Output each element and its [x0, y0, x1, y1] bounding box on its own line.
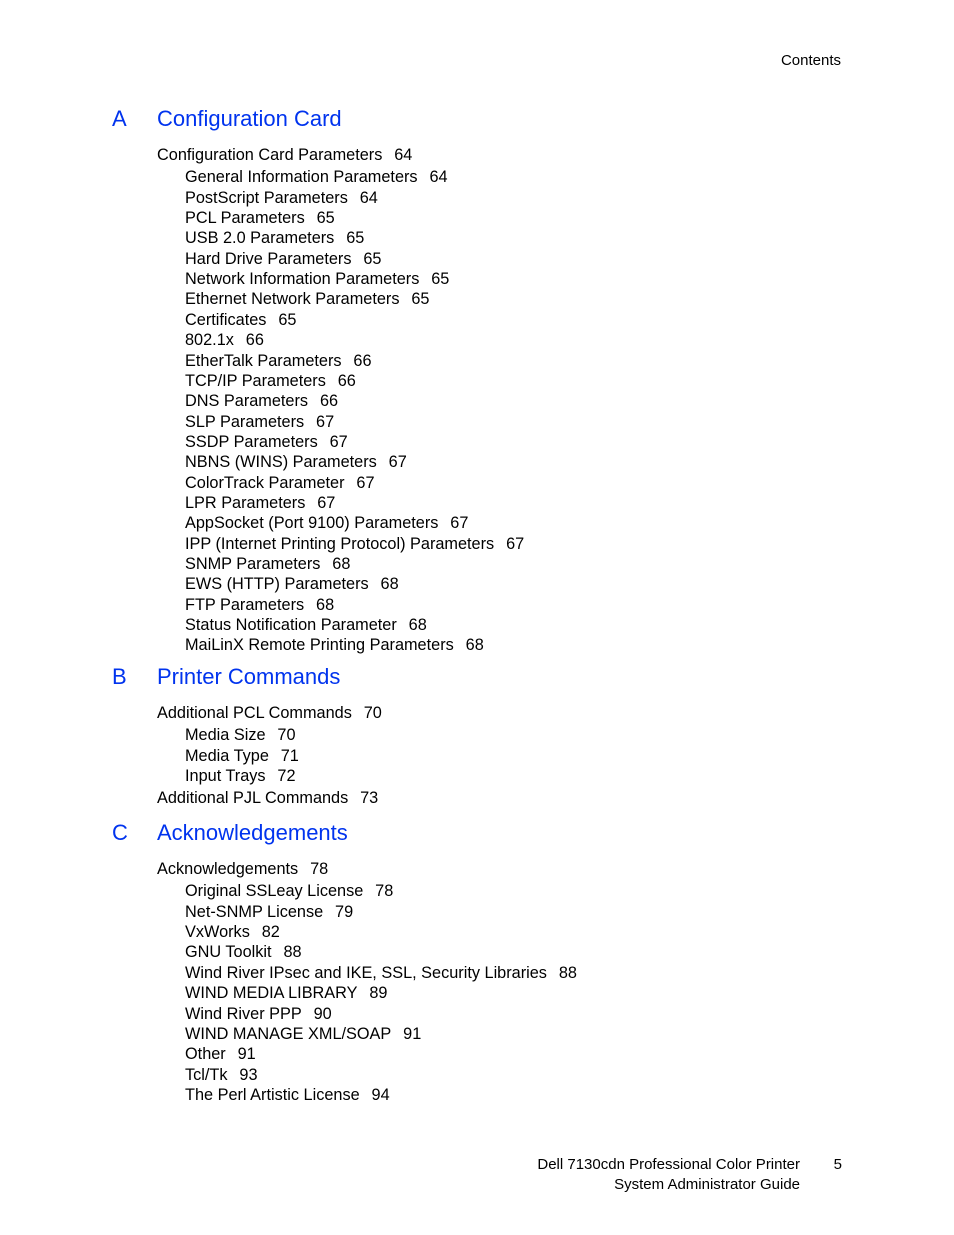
- toc-entry-title: MaiLinX Remote Printing Parameters: [185, 636, 454, 655]
- section-letter: B: [112, 664, 127, 689]
- toc-entry-title: Other: [185, 1045, 226, 1064]
- dot-leader: [547, 963, 551, 983]
- dot-leader: [369, 574, 373, 594]
- dot-leader: [326, 371, 330, 391]
- toc-page-number: 64: [429, 168, 448, 187]
- dot-leader: [419, 269, 423, 289]
- toc-entry-title: Configuration Card Parameters: [157, 146, 383, 164]
- toc-entry-title: Wind River PPP: [185, 1004, 302, 1023]
- toc-entry-title: Original SSLeay License: [185, 882, 364, 901]
- toc-page-number: 90: [313, 1004, 332, 1023]
- toc-page-number: 66: [353, 351, 372, 370]
- dot-leader: [302, 1004, 306, 1024]
- dot-leader: [266, 310, 270, 330]
- dot-leader: [305, 208, 309, 228]
- dot-leader: [382, 145, 386, 165]
- toc-page-number: 68: [408, 616, 427, 635]
- toc-page-number: 93: [239, 1065, 258, 1084]
- toc-page-number: 65: [411, 290, 430, 309]
- dot-leader: [351, 249, 355, 269]
- dot-leader: [360, 1085, 364, 1105]
- dot-leader: [345, 473, 349, 493]
- running-header: Contents: [780, 52, 841, 69]
- dot-leader: [358, 983, 362, 1003]
- toc-page-number: 71: [280, 746, 299, 765]
- toc-page-number: 64: [359, 188, 378, 207]
- toc-entry-title: Acknowledgements: [157, 860, 299, 878]
- dot-leader: [454, 635, 458, 655]
- dot-leader: [377, 452, 381, 472]
- toc-page-number: 91: [403, 1024, 422, 1043]
- toc-page-number: 88: [558, 963, 577, 982]
- toc-page-number: 68: [465, 636, 484, 655]
- toc-page-number: 91: [237, 1045, 256, 1064]
- toc-entry-title: LPR Parameters: [185, 494, 306, 512]
- toc-page-number: 65: [346, 229, 365, 248]
- toc-page-number: 68: [316, 595, 335, 614]
- toc-page-number: 65: [278, 310, 297, 329]
- toc-page-number: 66: [337, 371, 356, 390]
- section-title: Configuration Card: [157, 106, 342, 131]
- toc-page-number: 70: [363, 704, 382, 722]
- dot-leader: [323, 902, 327, 922]
- toc-entry-title: EWS (HTTP) Parameters: [185, 575, 369, 594]
- toc-entry-title: Net-SNMP License: [185, 902, 324, 921]
- toc-page-number: 88: [283, 943, 302, 962]
- dot-leader: [348, 788, 352, 808]
- toc-entry-title: Media Size: [185, 726, 266, 745]
- dot-leader: [234, 330, 238, 350]
- toc-page-number: 65: [431, 270, 450, 289]
- toc-page-number: 68: [332, 555, 351, 573]
- toc-entry-title: DNS Parameters: [185, 392, 309, 411]
- section-letter: C: [112, 820, 128, 845]
- toc-entry-title: SSDP Parameters: [185, 432, 318, 451]
- footer-page-number: 5: [833, 1156, 842, 1173]
- toc-page-number: 72: [277, 767, 296, 786]
- dot-leader: [250, 922, 254, 942]
- toc-page-number: 79: [335, 902, 354, 921]
- toc-entry-title: TCP/IP Parameters: [185, 371, 326, 390]
- dot-leader: [272, 942, 276, 962]
- dot-leader: [363, 881, 367, 901]
- dot-leader: [494, 534, 498, 554]
- toc-entry-title: General Information Parameters: [185, 168, 418, 187]
- dot-leader: [438, 513, 442, 533]
- dot-leader: [352, 703, 356, 723]
- toc-entry-title: IPP (Internet Printing Protocol) Parameters: [185, 534, 495, 553]
- toc-page-number: 66: [245, 331, 264, 350]
- dot-leader: [342, 351, 346, 371]
- dot-leader: [418, 167, 422, 187]
- toc-entry-title: ColorTrack Parameter: [185, 473, 345, 492]
- dot-leader: [228, 1065, 232, 1085]
- toc-page-number: 65: [316, 209, 335, 227]
- toc-entry-title: SNMP Parameters: [185, 555, 321, 573]
- dot-leader: [269, 746, 273, 766]
- toc-entry-title: SLP Parameters: [185, 412, 305, 431]
- dot-leader: [397, 615, 401, 635]
- toc-entry-title: Tcl/Tk: [185, 1065, 228, 1084]
- toc-page-number: 68: [380, 575, 399, 594]
- dot-leader: [391, 1024, 395, 1044]
- toc-entry-title: PostScript Parameters: [185, 188, 348, 207]
- toc-entry-title: EtherTalk Parameters: [185, 351, 342, 370]
- footer-guide-name: System Administrator Guide: [614, 1176, 800, 1193]
- toc-entry-title: GNU Toolkit: [185, 943, 272, 962]
- dot-leader: [266, 725, 270, 745]
- toc-page-number: 94: [371, 1085, 390, 1104]
- toc-entry-title: Certificates: [185, 310, 267, 329]
- dot-leader: [298, 859, 302, 879]
- toc-entry-title: The Perl Artistic License: [185, 1085, 360, 1104]
- toc-entry-title: Input Trays: [185, 767, 266, 786]
- dot-leader: [266, 766, 270, 786]
- toc-entry-title: Ethernet Network Parameters: [185, 290, 400, 309]
- dot-leader: [308, 391, 312, 411]
- dot-leader: [305, 493, 309, 513]
- toc-entry-title: 802.1x: [185, 331, 234, 350]
- section-title: Acknowledgements: [157, 820, 348, 845]
- toc-page-number: 65: [363, 249, 382, 268]
- toc-entry-title: Network Information Parameters: [185, 270, 420, 289]
- toc-entry-title: PCL Parameters: [185, 209, 305, 227]
- toc-page-number: 70: [277, 726, 296, 745]
- toc-entry-title: Additional PJL Commands: [157, 789, 349, 808]
- dot-leader: [399, 289, 403, 309]
- toc-page-number: 78: [375, 882, 394, 901]
- dot-leader: [348, 188, 352, 208]
- toc-entry-title: WIND MEDIA LIBRARY: [185, 984, 358, 1003]
- toc-entry-title: Additional PCL Commands: [157, 704, 352, 722]
- section-letter: A: [112, 106, 127, 131]
- toc-entry-title: Media Type: [185, 746, 269, 765]
- toc-page-number: 67: [317, 494, 336, 512]
- toc-page-number: 64: [394, 146, 413, 164]
- dot-leader: [226, 1044, 230, 1064]
- toc-page-number: 73: [360, 789, 379, 808]
- footer-product-name: Dell 7130cdn Professional Color Printer: [537, 1156, 800, 1173]
- toc-page-number: 67: [506, 534, 525, 553]
- toc-page-number: 66: [319, 392, 339, 411]
- dot-leader: [318, 432, 322, 452]
- toc-page-number: 82: [261, 923, 280, 942]
- section-title: Printer Commands: [157, 664, 341, 689]
- toc-entry-title: NBNS (WINS) Parameters: [185, 453, 377, 472]
- dot-leader: [334, 228, 338, 248]
- toc-entry-title: WIND MANAGE XML/SOAP: [185, 1024, 392, 1043]
- toc-entry-title: USB 2.0 Parameters: [185, 229, 335, 248]
- toc-page-number: 67: [316, 412, 335, 431]
- dot-leader: [304, 595, 308, 615]
- toc-page-number: 67: [388, 453, 407, 472]
- toc-page-number: 67: [329, 432, 348, 451]
- toc-page-number: 67: [450, 514, 469, 533]
- toc-entry-title: Wind River IPsec and IKE, SSL, Security Libraries: [185, 963, 547, 982]
- toc-page-number: 89: [369, 984, 388, 1003]
- toc-entry-title: Status Notification Parameter: [185, 616, 397, 635]
- toc-entry-title: VxWorks: [185, 923, 250, 942]
- toc-entry-title: AppSocket (Port 9100) Parameters: [185, 514, 439, 533]
- toc-entry-title: Hard Drive Parameters: [185, 249, 352, 268]
- toc-entry-title: FTP Parameters: [185, 595, 305, 614]
- dot-leader: [320, 554, 324, 574]
- toc-page-number: 78: [310, 860, 329, 878]
- dot-leader: [304, 412, 308, 432]
- toc-page-number: 67: [356, 473, 375, 492]
